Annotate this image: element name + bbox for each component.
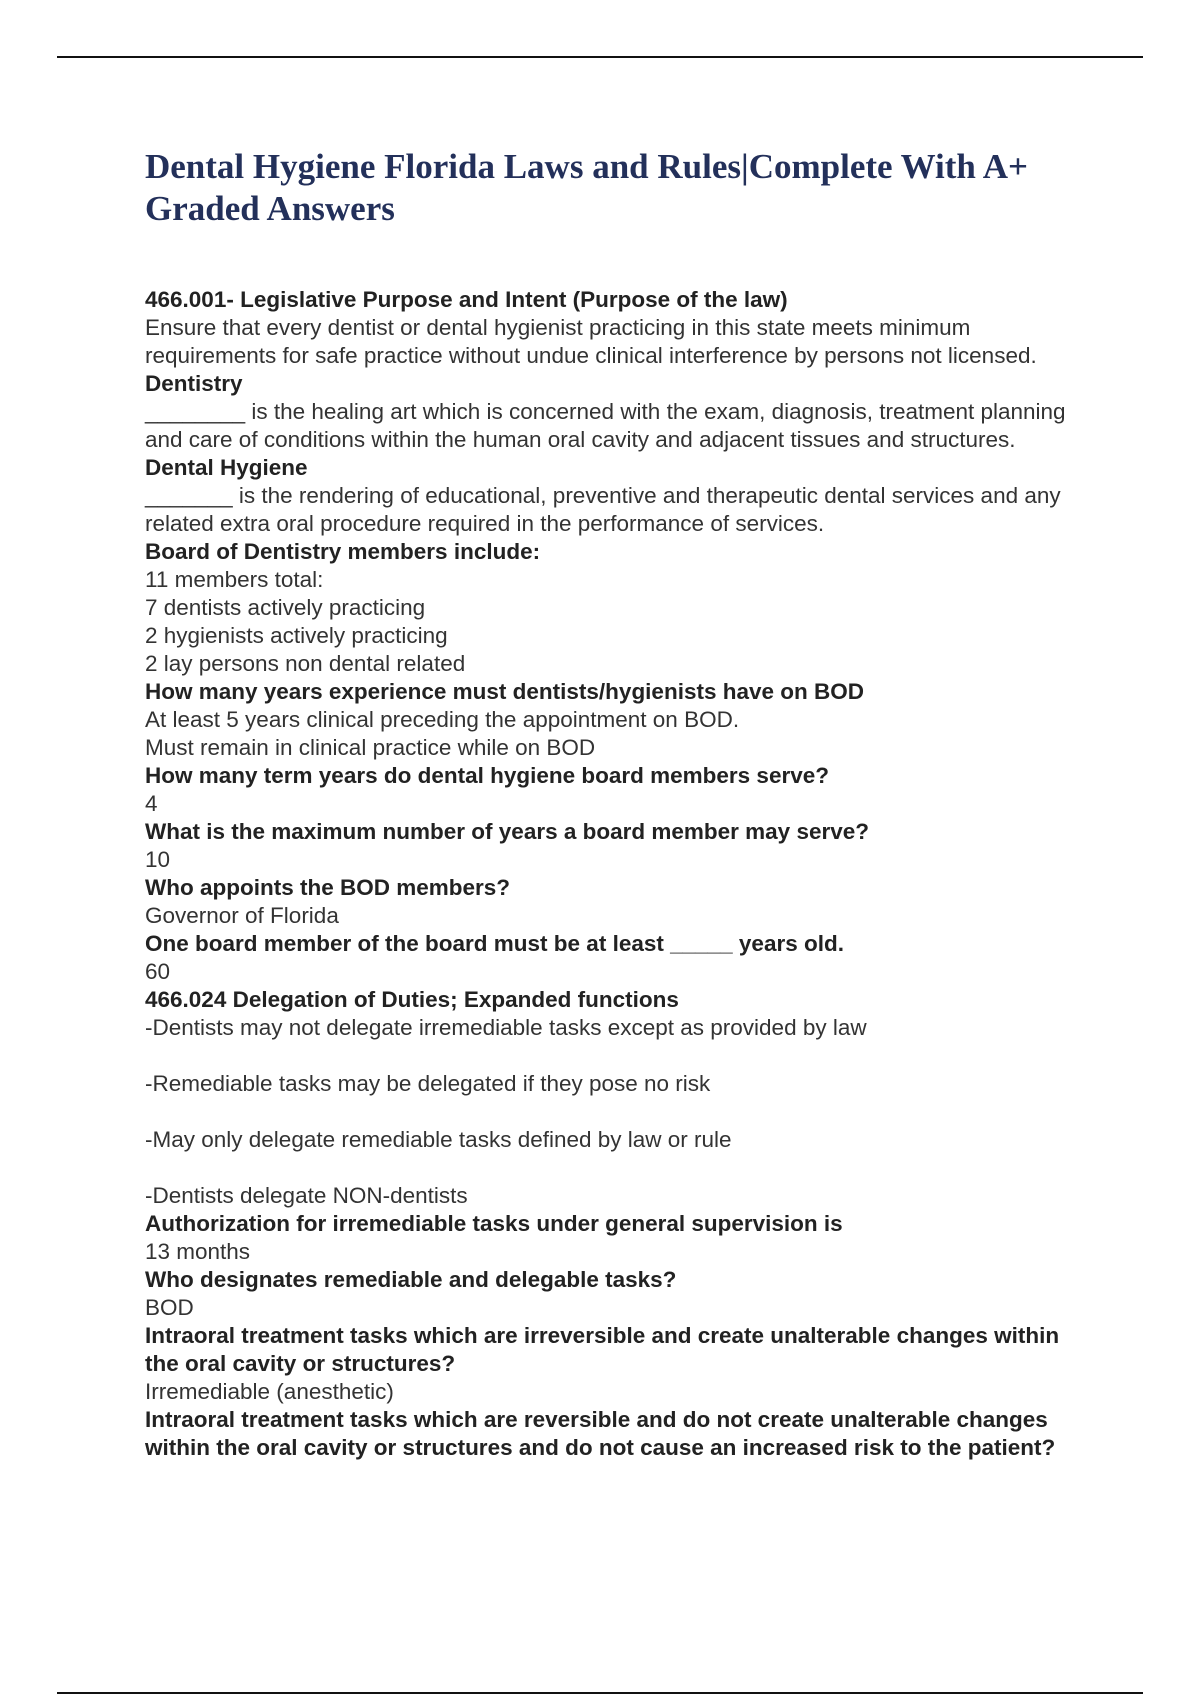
answer: Ensure that every dentist or dental hygienist practicing in this state meets minimum requirements for safe practice without undue clinical interference by persons not licensed. bbox=[145, 315, 1037, 368]
footer-rule bbox=[57, 1692, 1143, 1694]
answer: Governor of Florida bbox=[145, 903, 339, 928]
question: 466.024 Delegation of Duties; Expanded functions bbox=[145, 987, 679, 1012]
question: Intraoral treatment tasks which are reversible and do not create unalterable changes within the oral cavity or structures and do not cause an increased risk to the patient? bbox=[145, 1407, 1056, 1460]
qa-list bbox=[145, 286, 1075, 1462]
question: Board of Dentistry members include: bbox=[145, 539, 541, 564]
answer: 60 bbox=[145, 959, 171, 984]
answer: _______ is the rendering of educational, preventive and therapeutic dental services and any related extra oral procedure required in the performance of services. bbox=[145, 483, 1061, 536]
header-rule bbox=[57, 56, 1143, 58]
question: One board member of the board must be at least _____ years old. bbox=[145, 931, 844, 956]
answer: 4 bbox=[145, 791, 158, 816]
question: What is the maximum number of years a board member may serve? bbox=[145, 819, 869, 844]
question: Dental Hygiene bbox=[145, 455, 308, 480]
page-title: Dental Hygiene Florida Laws and Rules|Complete With A+ Graded Answers bbox=[145, 147, 1028, 228]
question: Who designates remediable and delegable tasks? bbox=[145, 1267, 677, 1292]
question: How many years experience must dentists/hygienists have on BOD bbox=[145, 679, 864, 704]
answer: At least 5 years clinical preceding the appointment on BOD. Must remain in clinical practice while on BOD bbox=[145, 707, 740, 760]
question: 466.001- Legislative Purpose and Intent (Purpose of the law) bbox=[145, 287, 788, 312]
question: Intraoral treatment tasks which are irreversible and create unalterable changes within the oral cavity or structures? bbox=[145, 1323, 1060, 1376]
answer: 10 bbox=[145, 847, 171, 872]
answer: Irremediable (anesthetic) bbox=[145, 1379, 394, 1404]
question: How many term years do dental hygiene board members serve? bbox=[145, 763, 829, 788]
question: Dentistry bbox=[145, 371, 243, 396]
answer: 13 months bbox=[145, 1239, 251, 1264]
answer: -Dentists may not delegate irremediable tasks except as provided by law -Remediable tasks may be delegated if they pose no risk -May only delegate remediable tasks defined by law or rule -Dentists delegate NON-dentists bbox=[145, 1015, 867, 1208]
answer: 11 members total: 7 dentists actively practicing 2 hygienists actively practicing 2 lay persons non dental related bbox=[145, 567, 466, 676]
question: Who appoints the BOD members? bbox=[145, 875, 511, 900]
question: Authorization for irremediable tasks under general supervision is bbox=[145, 1211, 843, 1236]
answer: ________ is the healing art which is concerned with the exam, diagnosis, treatment planning and care of conditions within the human oral cavity and adjacent tissues and structures. bbox=[145, 399, 1066, 452]
answer: BOD bbox=[145, 1295, 194, 1320]
